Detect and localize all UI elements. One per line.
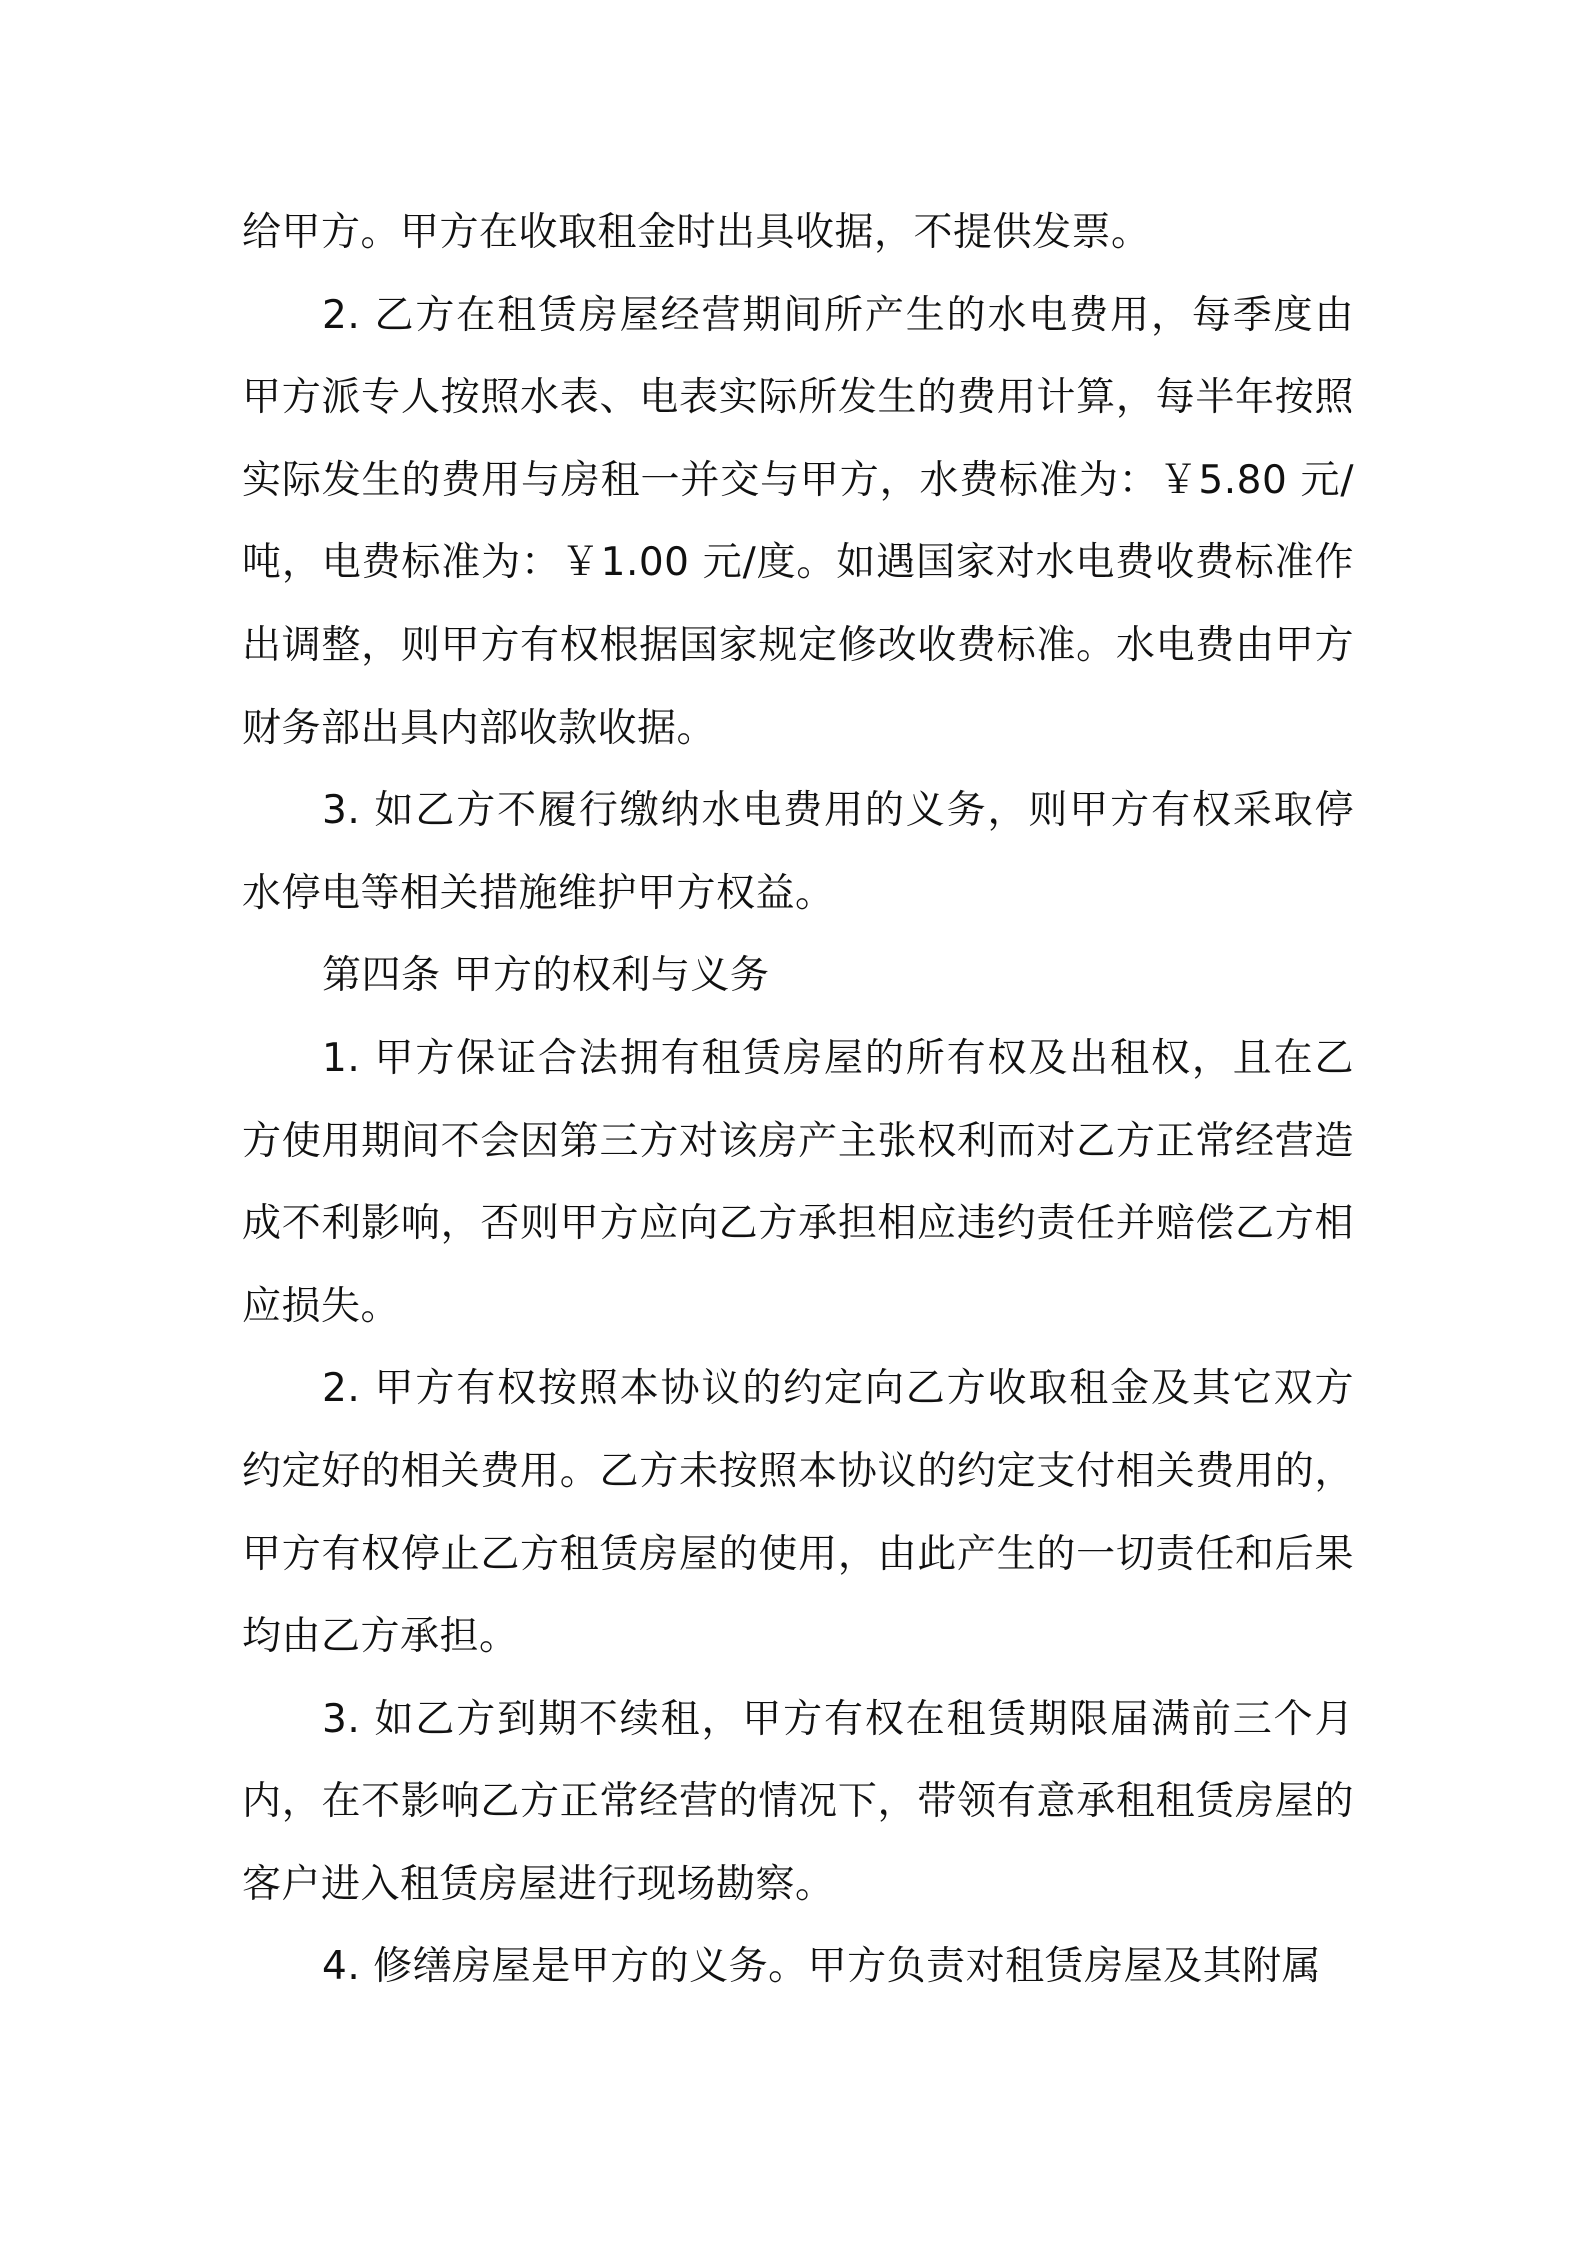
- paragraph-collect-rent: 2. 甲方有权按照本协议的约定向乙方收取租金及其它双方约定好的相关费用。乙方未按照本协议的约定支付相关费用的，甲方有权停止乙方租赁房屋的使用，由此产生的一切责任和后果均由乙方承担。: [242, 1366, 1354, 1660]
- paragraph-utility-fees: 2. 乙方在租赁房屋经营期间所产生的水电费用，每季度由甲方派专人按照水表、电表实际所发生的费用计算，每半年按照实际发生的费用与房租一并交与甲方，水费标准为：￥5.80 元/吨，电费标准为：￥1.00 元/度。如遇国家对水电费收费标准作出调整，则甲方有权根据国家规定修改收费标准。水电费由甲方财务部出具内部收款收据。: [242, 292, 1354, 751]
- document-body: [242, 192, 1354, 2009]
- paragraph-ownership-guarantee: 1. 甲方保证合法拥有租赁房屋的所有权及出租权，且在乙方使用期间不会因第三方对该房产主张权利而对乙方正常经营造成不利影响，否则甲方应向乙方承担相应违约责任并赔偿乙方相应损失。: [242, 1035, 1354, 1329]
- paragraph-repair-duty: 4. 修缮房屋是甲方的义务。甲方负责对租赁房屋及其附属: [322, 1944, 1322, 1990]
- section-heading-article-four: 第四条 甲方的权利与义务: [322, 953, 770, 999]
- paragraph-utility-default: 3. 如乙方不履行缴纳水电费用的义务，则甲方有权采取停水停电等相关措施维护甲方权益。: [242, 788, 1354, 916]
- paragraph-rent-receipt: 给甲方。甲方在收取租金时出具收据，不提供发票。: [242, 210, 1151, 255]
- paragraph-non-renewal-inspection: 3. 如乙方到期不续租，甲方有权在租赁期限届满前三个月内，在不影响乙方正常经营的情况下，带领有意承租租赁房屋的客户进入租赁房屋进行现场勘察。: [242, 1696, 1354, 1907]
